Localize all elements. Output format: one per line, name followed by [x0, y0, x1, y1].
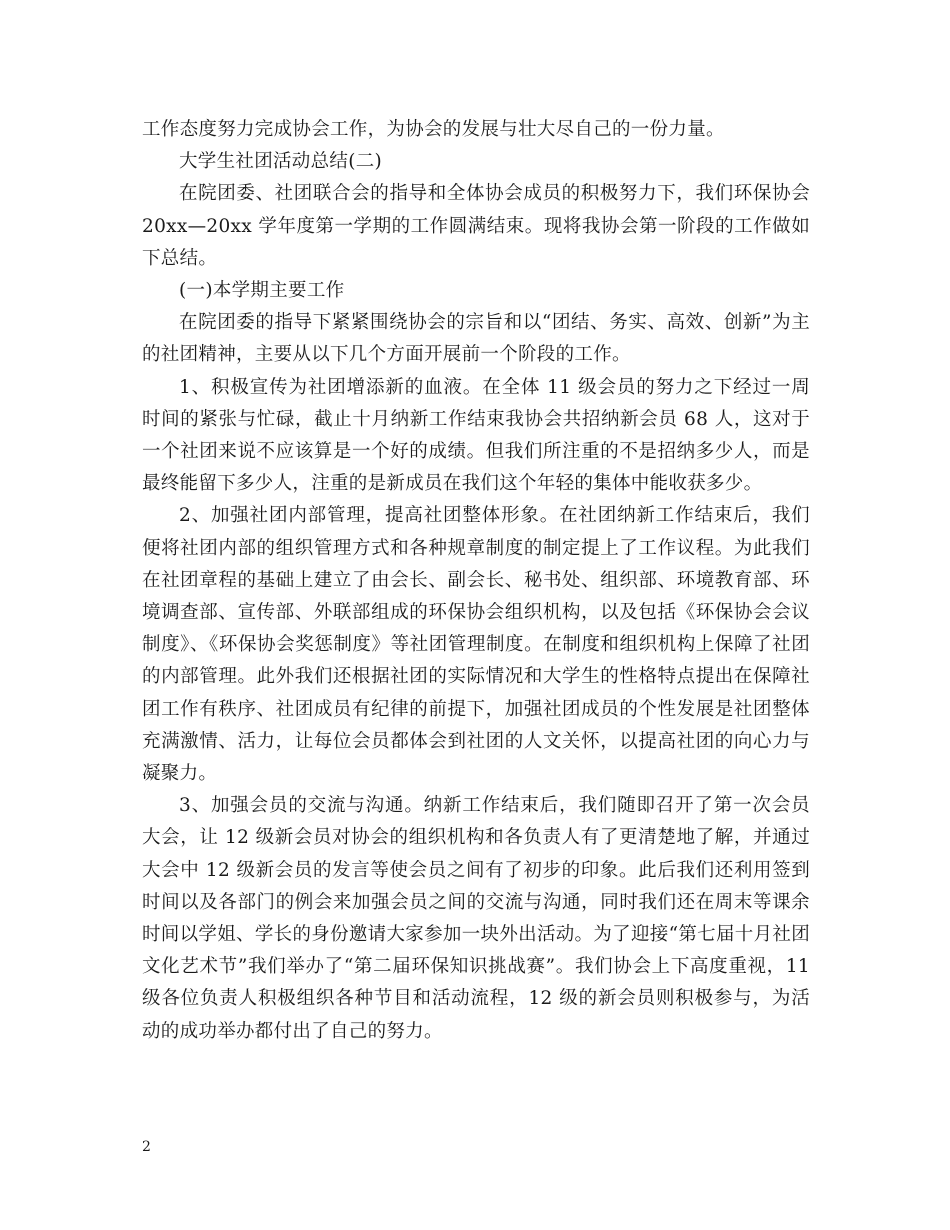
paragraph-continuation: 工作态度努力完成协会工作，为协会的发展与壮大尽自己的一份力量。	[142, 119, 725, 140]
paragraph-intro: 在院团委、社团联合会的指导和全体协会成员的积极努力下，我们环保协会20xx—20xx 学年度第一学期的工作圆满结束。现将我协会第一阶段的工作做如下总结。	[142, 183, 810, 269]
paragraph-item-3: 3、加强会员的交流与沟通。纳新工作结束后，我们随即召开了第一次会员大会，让 12 级新会员对协会的组织机构和各负责人有了更清楚地了解，并通过大会中 12 级新会员的发言等使会员之间有了初步的印象。此后我们还利用签到时间以及各部门的例会来加强会员之间的交流与沟通，同时我们还在周末等课余时间以学姐、学长的身份邀请大家参加一块外出活动。为了迎接“第七届十月社团文化艺术节”我们举办了“第二届环保知识挑战赛”。我们协会上下高度重视，11 级各位负责人积极组织各种节目和活动流程，12 级的新会员则积极参与，为活动的成功举办都付出了自己的努力。	[142, 795, 810, 1042]
subsection-heading: (一)本学期主要工作	[179, 280, 345, 302]
document-body	[142, 114, 810, 1048]
section-title: 大学生社团活动总结(二)	[179, 151, 383, 173]
paragraph-guidance: 在院团委的指导下紧紧围绕协会的宗旨和以“团结、务实、高效、创新”为主的社团精神，主要从以下几个方面开展前一个阶段的工作。	[142, 312, 810, 366]
page-number: 2	[142, 1139, 151, 1155]
paragraph-item-2: 2、加强社团内部管理，提高社团整体形象。在社团纳新工作结束后，我们便将社团内部的组织管理方式和各种规章制度的制定提上了工作议程。为此我们在社团章程的基础上建立了由会长、副会长、秘书处、组织部、环境教育部、环境调查部、宣传部、外联部组成的环保协会组织机构，以及包括《环保协会会议制度》、《环保协会奖惩制度》等社团管理制度。在制度和组织机构上保障了社团的内部管理。此外我们还根据社团的实际情况和大学生的性格特点提出在保障社团工作有秩序、社团成员有纪律的前提下，加强社团成员的个性发展是社团整体充满激情、活力，让每位会员都体会到社团的人文关怀，以提高社团的向心力与凝聚力。	[142, 505, 810, 785]
paragraph-item-1: 1、积极宣传为社团增添新的血液。在全体 11 级会员的努力之下经过一周时间的紧张与忙碌，截止十月纳新工作结束我协会共招纳新会员 68 人，这对于一个社团来说不应该算是一个好的成绩。但我们所注重的不是招纳多少人，而是最终能留下多少人，注重的是新成员在我们这个年轻的集体中能收获多少。	[142, 376, 810, 495]
